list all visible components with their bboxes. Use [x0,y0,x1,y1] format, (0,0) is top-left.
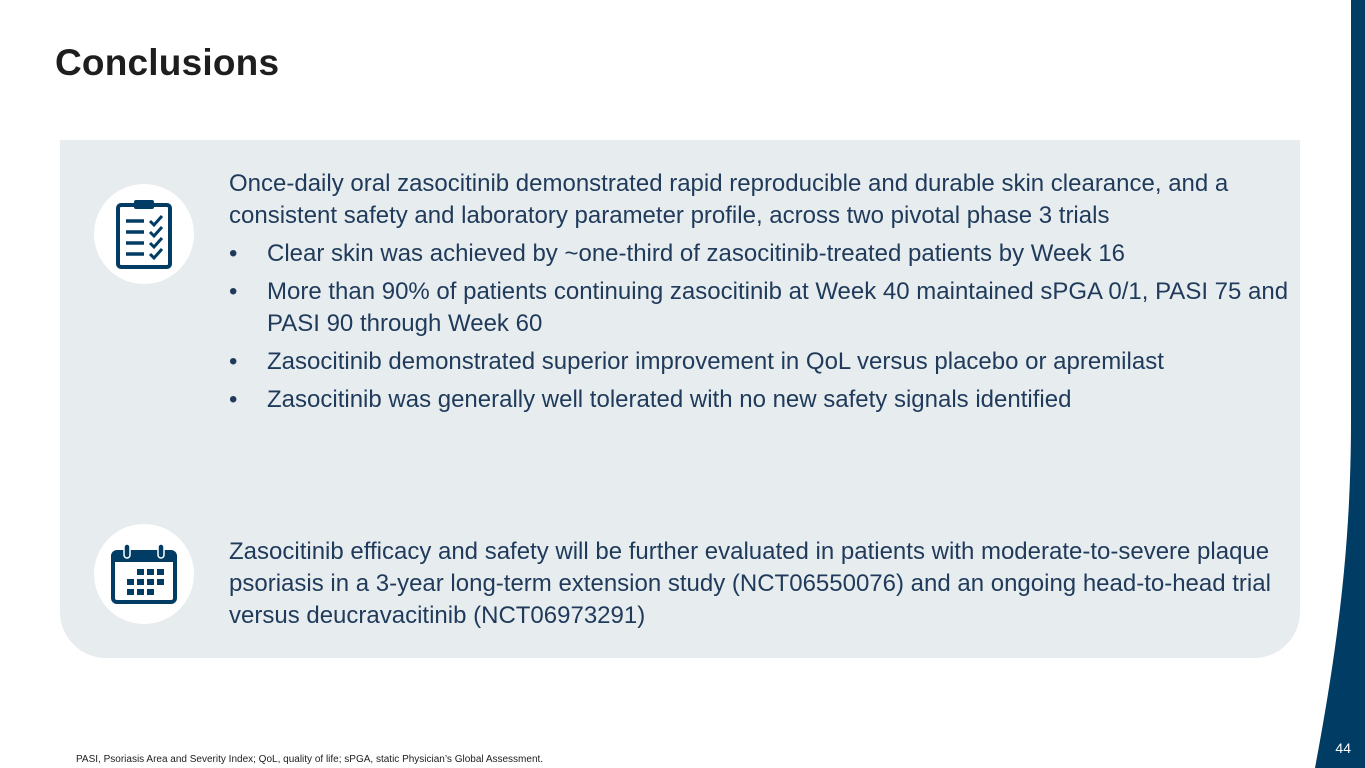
bullet-item: • Zasocitinib demonstrated superior improvement in QoL versus placebo or apremilast [229,346,1289,378]
future-study-paragraph: Zasocitinib efficacy and safety will be further evaluated in patients with moderate-to-severe plaque psoriasis in a 3-year long-term extension study (NCT06550076) and an ongoing head-to-head trial versus deucravacitinib (NCT06973291) [229,538,1271,629]
lead-paragraph: Once-daily oral zasocitinib demonstrated rapid reproducible and durable skin clearance, and a consistent safety and laboratory parameter profile, across two pivotal phase 3 trials [229,170,1229,229]
checklist-icon-circle [94,184,194,284]
conclusion-block-2 [229,536,1289,632]
conclusion-block-1 [229,168,1289,422]
slide-title: Conclusions [55,42,280,83]
checklist-icon [114,197,174,271]
footnote: PASI, Psoriasis Area and Severity Index; QoL, quality of life; sPGA, static Physician’s Global Assessment. [76,754,544,765]
calendar-icon-circle [94,524,194,624]
bullet-item: • More than 90% of patients continuing zasocitinib at Week 40 maintained sPGA 0/1, PASI 75 and PASI 90 through Week 60 [229,276,1289,340]
bullet-list [229,238,1289,416]
page-number: 44 [1335,740,1351,756]
right-navy-band [1325,0,1365,768]
calendar-icon [110,542,178,606]
bullet-item: • Clear skin was achieved by ~one-third of zasocitinib-treated patients by Week 16 [229,238,1289,270]
bullet-item: • Zasocitinib was generally well tolerated with no new safety signals identified [229,384,1289,416]
